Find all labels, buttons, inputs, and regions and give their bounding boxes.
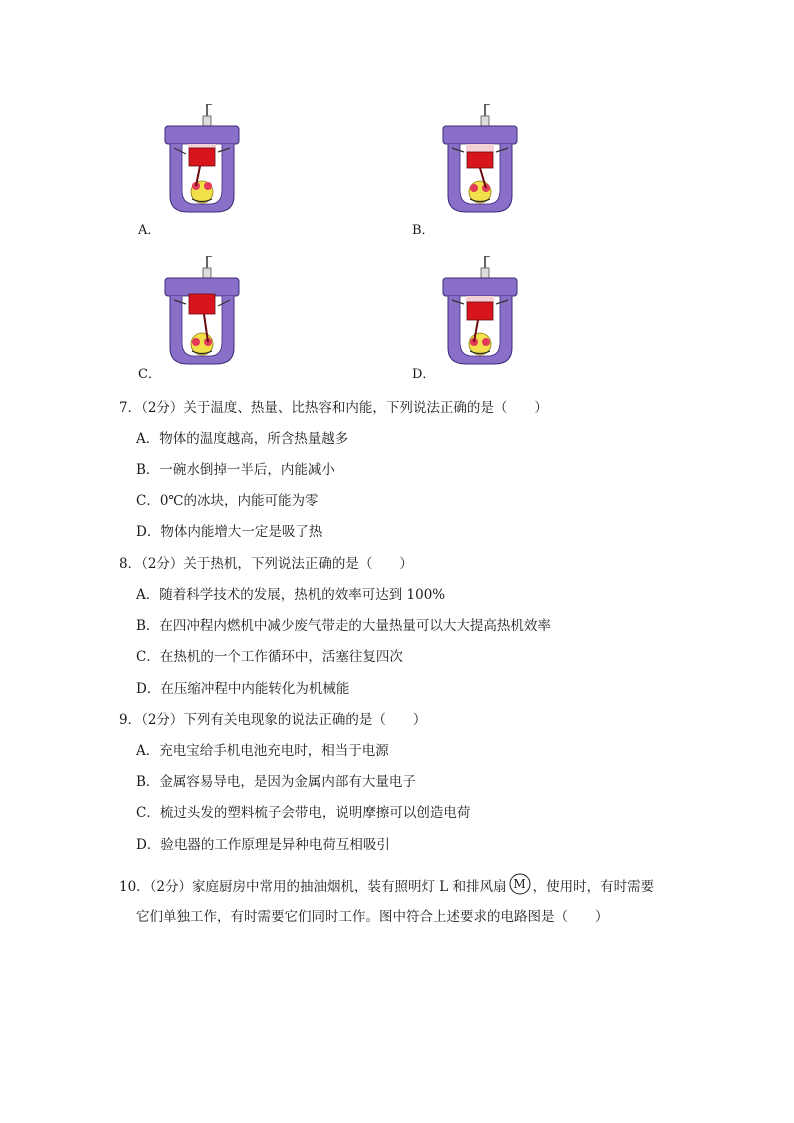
question-7-option-c: C．0℃的冰块，内能可能为零 [136,493,319,509]
question-10-stem-part1: 10．（2分）家庭厨房中常用的抽油烟机，装有照明灯 L 和排风扇 [119,879,507,895]
question-10-stem-part2: ，使用时，有时需要 [532,879,655,895]
question-9-option-a: A．充电宝给手机电池充电时，相当于电源 [136,743,389,759]
option-a-label: A． [138,223,161,238]
question-9-option-c: C．梳过头发的塑料梳子会带电，说明摩擦可以创造电荷 [136,805,471,821]
question-9-option-b: B．金属容易导电，是因为金属内部有大量电子 [136,774,416,790]
question-8-option-d: D．在压缩冲程中内能转化为机械能 [136,681,350,697]
question-8-option-c: C．在热机的一个工作循环中，活塞往复四次 [136,649,403,665]
question-7-stem: 7．（2分）关于温度、热量、比热容和内能，下列说法正确的是（ ） [119,400,548,416]
power-stroke-engine-icon [440,104,520,216]
question-9-stem: 9．（2分）下列有关电现象的说法正确的是（ ） [119,712,427,728]
motor-symbol-label: M [513,877,526,891]
exhaust-stroke-engine-icon [162,256,242,368]
question-10-stem-line2: 它们单独工作，有时需要它们同时工作。图中符合上述要求的电路图是（ ） [136,909,609,925]
question-8-option-b: B．在四冲程内燃机中减少废气带走的大量热量可以大大提高热机效率 [136,618,551,634]
question-7-option-a: A．物体的温度越高，所含热量越多 [136,431,349,447]
option-b-label: B． [412,223,435,238]
question-7-option-d: D．物体内能增大一定是吸了热 [136,524,323,540]
question-9-option-d: D．验电器的工作原理是异种电荷互相吸引 [136,837,390,853]
question-8-option-a: A．随着科学技术的发展，热机的效率可达到 100% [136,587,446,603]
intake-stroke-engine-icon [162,104,242,216]
question-7-option-b: B．一碗水倒掉一半后，内能减小 [136,462,335,478]
question-8-stem: 8．（2分）关于热机，下列说法正确的是（ ） [119,556,413,572]
motor-symbol-icon [509,873,531,895]
compression-stroke-engine-icon [440,256,520,368]
option-c-label: C． [138,367,161,382]
option-d-label: D． [412,367,436,382]
question-10-stem [119,873,654,895]
